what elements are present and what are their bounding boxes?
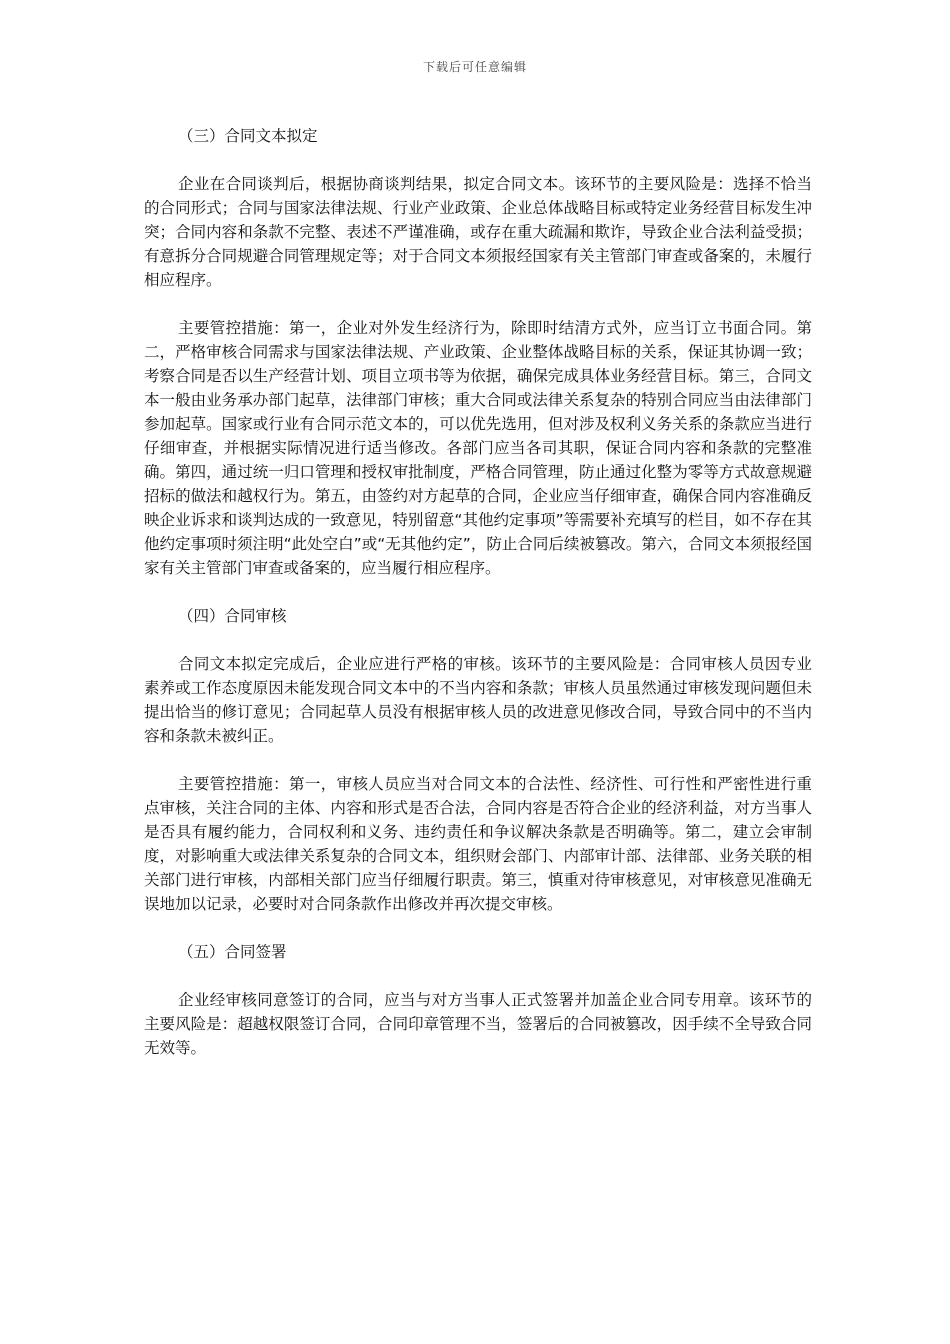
section-contract-signing (144, 940, 812, 1060)
header-note: 下载后可任意编辑 (422, 60, 527, 74)
paragraph: 主要管控措施：第一，审核人员应当对合同文本的合法性、经济性、可行性和严密性进行重点审核，关注合同的主体、内容和形式是否合法，合同内容是否符合企业的经济利益，对方当事人是否具有履约能力，合同权利和义务、违约责任和争议解决条款是否明确等。第二，建立会审制度，对影响重大或法律关系复杂的合同文本，组织财会部门、内部审计部、法律部、业务关联的相关部门进行审核，内部相关部门应当仔细履行职责。第三，慎重对待审核意见，对审核意见准确无误地加以记录，必要时对合同条款作出修改并再次提交审核。 (144, 775, 812, 913)
section-heading: （三）合同文本拟定 (178, 127, 318, 145)
section-contract-review (144, 604, 812, 916)
section-heading: （四）合同审核 (178, 607, 287, 625)
document-body (144, 124, 812, 1084)
paragraph: 企业在合同谈判后，根据协商谈判结果，拟定合同文本。该环节的主要风险是：选择不恰当的合同形式；合同与国家法律法规、行业产业政策、企业总体战略目标或特定业务经营目标发生冲突；合同内容和条款不完整、表述不严谨准确，或存在重大疏漏和欺诈，导致企业合法利益受损；有意拆分合同规避合同管理规定等；对于合同文本须报经国家有关主管部门审查或备案的，未履行相应程序。 (144, 175, 812, 289)
section-heading: （五）合同签署 (178, 943, 287, 961)
paragraph: 企业经审核同意签订的合同，应当与对方当事人正式签署并加盖企业合同专用章。该环节的主要风险是：超越权限签订合同，合同印章管理不当，签署后的合同被篡改，因手续不全导致合同无效等。 (144, 991, 812, 1057)
paragraph: 主要管控措施：第一，企业对外发生经济行为，除即时结清方式外，应当订立书面合同。第二，严格审核合同需求与国家法律法规、产业政策、企业整体战略目标的关系，保证其协调一致；考察合同是否以生产经营计划、项目立项书等为依据，确保完成具体业务经营目标。第三，合同文本一般由业务承办部门起草，法律部门审核；重大合同或法律关系复杂的特别合同应当由法律部门参加起草。国家或行业有合同示范文本的，可以优先选用，但对涉及权利义务关系的条款应当进行仔细审查，并根据实际情况进行适当修改。各部门应当各司其职，保证合同内容和条款的完整准确。第四，通过统一归口管理和授权审批制度，严格合同管理，防止通过化整为零等方式故意规避招标的做法和越权行为。第五，由签约对方起草的合同，企业应当仔细审查，确保合同内容准确反映企业诉求和谈判达成的一致意见，特别留意“其他约定事项”等需要补充填写的栏目，如不存在其他约定事项时须注明“此处空白”或“无其他约定”，防止合同后续被篡改。第六，合同文本须报经国家有关主管部门审查或备案的，应当履行相应程序。 (144, 319, 812, 577)
paragraph: 合同文本拟定完成后，企业应进行严格的审核。该环节的主要风险是：合同审核人员因专业素养或工作态度原因未能发现合同文本中的不当内容和条款；审核人员虽然通过审核发现问题但未提出恰当的修订意见；合同起草人员没有根据审核人员的改进意见修改合同，导致合同中的不当内容和条款未被纠正。 (144, 655, 812, 745)
section-contract-drafting (144, 124, 812, 580)
